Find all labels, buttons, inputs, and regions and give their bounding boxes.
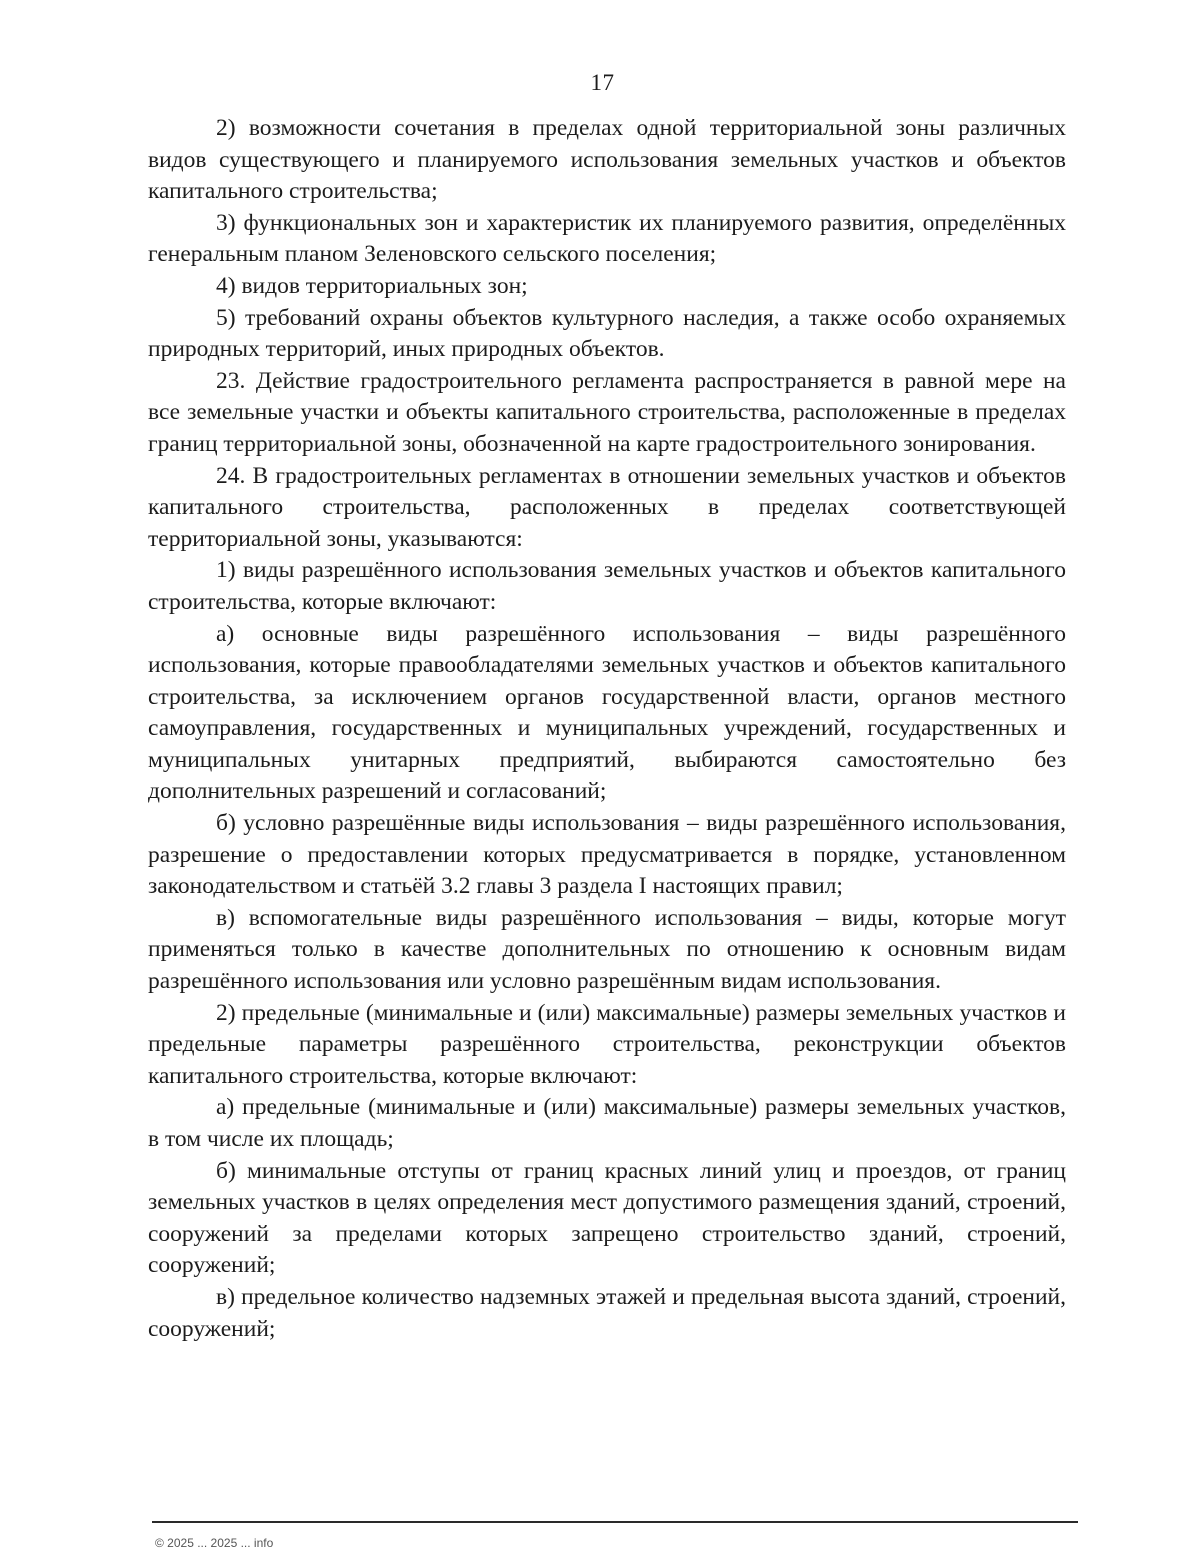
paragraph: 1) виды разрешённого использования земельных участков и объектов капитального строительства, которые включают: xyxy=(148,557,1066,615)
paragraph: б) минимальные отступы от границ красных линий улиц и проездов, от границ земельных участков в целях определения мест допустимого размещения зданий, строений, сооружений за пределами которых запрещено строительство зданий, строений, сооружений; xyxy=(148,1157,1066,1279)
paragraph: в) предельное количество надземных этажей и предельная высота зданий, строений, сооружений; xyxy=(148,1283,1066,1342)
paragraph: 23. Действие градостроительного регламента распространяется в равной мере на все земельные участки и объекты капитального строительства, расположенные в пределах границ территориальной зоны, обозначенной на карте градостроительного зонирования. xyxy=(148,367,1066,457)
paragraph: б) условно разрешённые виды использования – виды разрешённого использования, разрешение о предоставлении которых предусматривается в порядке, установленном законодательством и статьёй 3.2 главы 3 раздела I настоящих правил; xyxy=(148,810,1066,900)
footer-text: © 2025 ... 2025 ... info xyxy=(155,1536,274,1550)
paragraph: 2) предельные (минимальные и (или) максимальные) размеры земельных участков и предельные параметры разрешённого строительства, реконструкции объектов капитального строительства, которые включают: xyxy=(148,999,1066,1089)
paragraph: а) основные виды разрешённого использования – виды разрешённого использования, которые правообладателями земельных участков и объектов капитального строительства, за исключением органов государственной власти, органов местного самоуправления, государственных и муниципальных учреждений, государственных и муниципальных унитарных предприятий, выбираются самостоятельно без дополнительных разрешений и согласований; xyxy=(148,620,1066,805)
paragraph: 5) требований охраны объектов культурного наследия, а также особо охраняемых природных территорий, иных природных объектов. xyxy=(148,304,1066,363)
paragraph: а) предельные (минимальные и (или) максимальные) размеры земельных участков, в том числе их площадь; xyxy=(148,1094,1066,1152)
footer-divider xyxy=(152,1521,1078,1523)
paragraph: 3) функциональных зон и характеристик их планируемого развития, определённых генеральным планом Зеленовского сельского поселения; xyxy=(148,209,1066,268)
document-body xyxy=(148,113,1066,1345)
paragraph: в) вспомогательные виды разрешённого использования – виды, которые могут применяться только в качестве дополнительных по отношению к основным видам разрешённого использования или условно разрешённым видам использования. xyxy=(148,904,1066,995)
page-number: 17 xyxy=(590,70,615,95)
paragraph: 24. В градостроительных регламентах в отношении земельных участков и объектов капитального строительства, расположенных в пределах соответствующей территориальной зоны, указываются: xyxy=(148,462,1066,552)
paragraph: 2) возможности сочетания в пределах одной территориальной зоны различных видов существующего и планируемого использования земельных участков и объектов капитального строительства; xyxy=(148,115,1066,205)
paragraph: 4) видов территориальных зон; xyxy=(216,272,528,299)
